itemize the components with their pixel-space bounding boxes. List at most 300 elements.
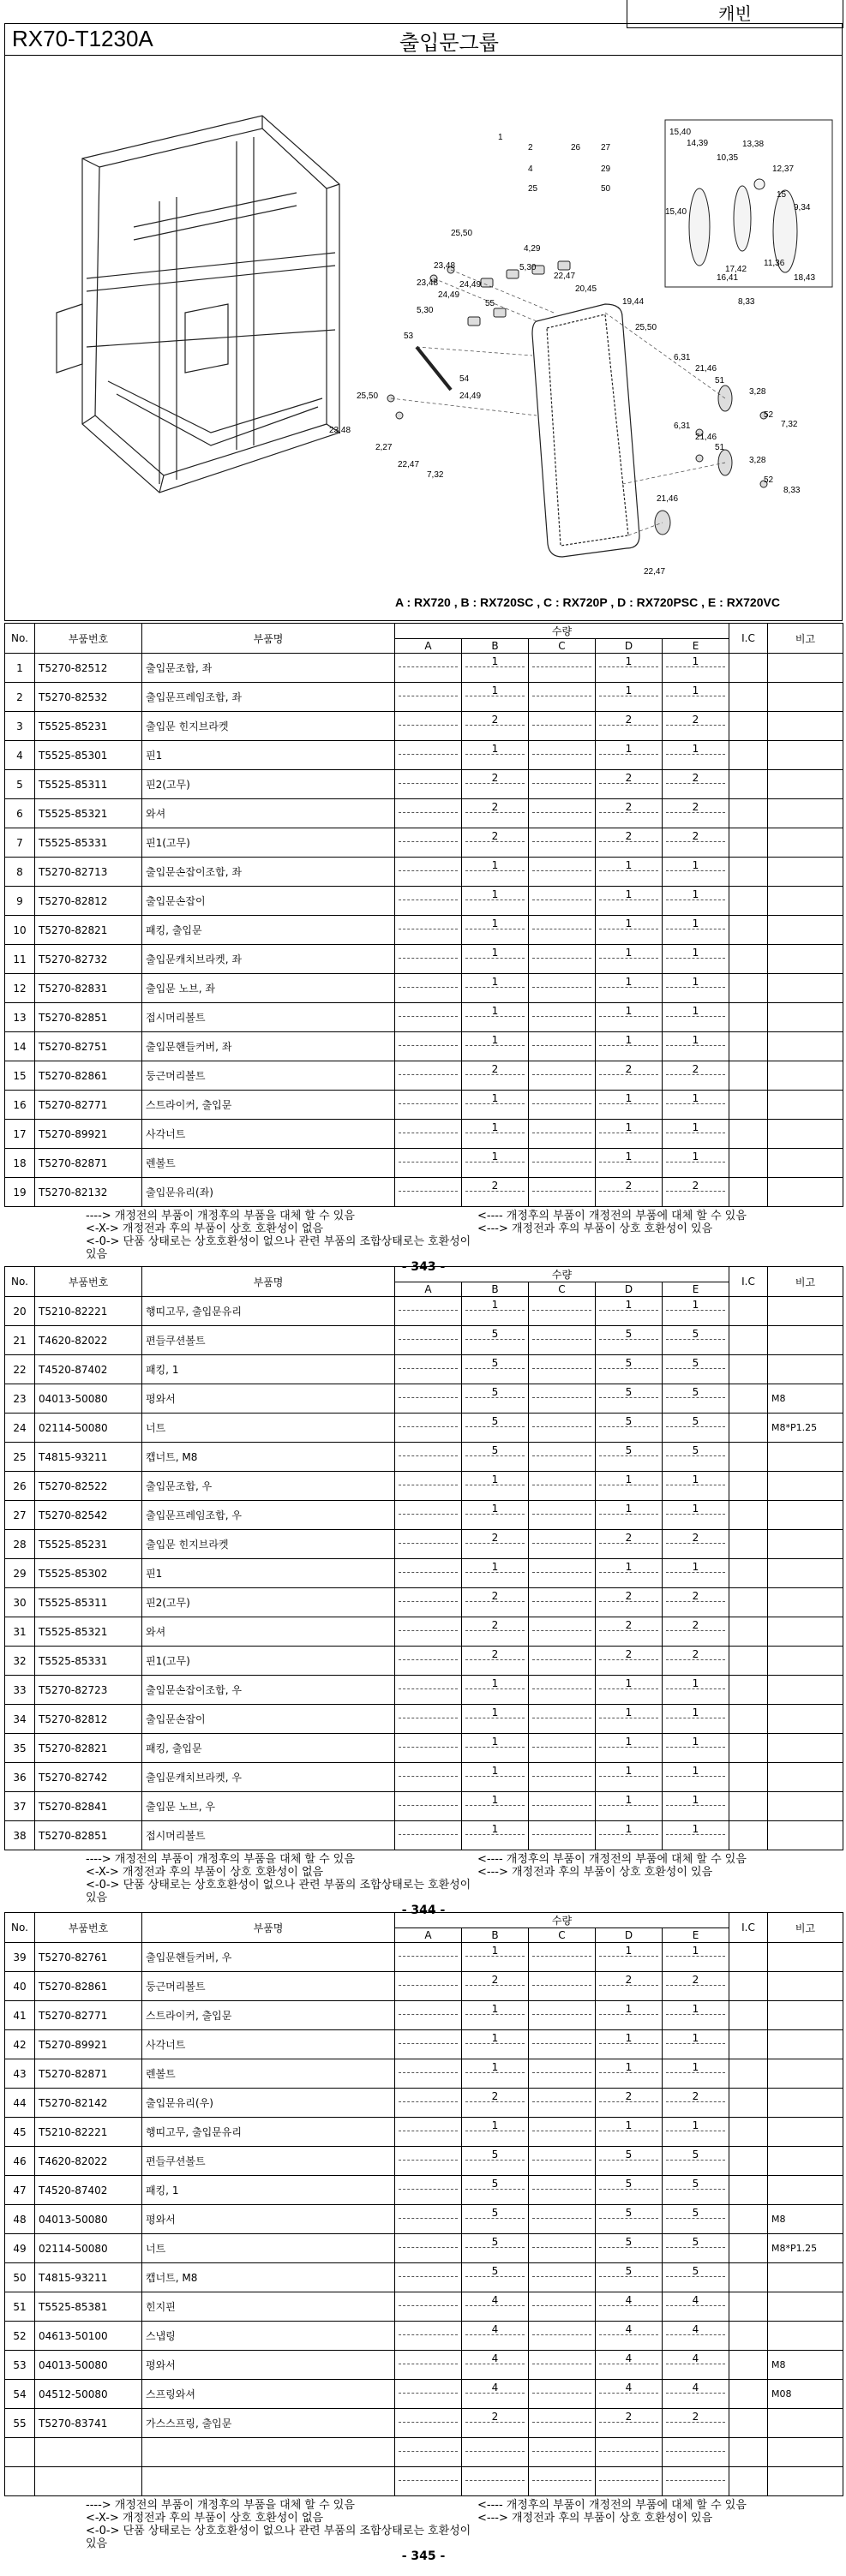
qty-b: 1 (462, 858, 529, 887)
table-row (5, 1821, 843, 1850)
qty-d: 1 (596, 1821, 663, 1850)
qty-d: 2 (596, 1617, 663, 1647)
part-name: 접시머리볼트 (142, 1821, 395, 1850)
remark (768, 1705, 843, 1734)
part-callout-label: 25,50 (357, 391, 379, 401)
qty-d (596, 2438, 663, 2467)
part-number: T4520-87402 (35, 2176, 142, 2205)
qty-e: 2 (663, 1178, 729, 1207)
part-number: T5525-85311 (35, 1588, 142, 1617)
qty-b: 5 (462, 1443, 529, 1472)
qty-d: 4 (596, 2322, 663, 2351)
qty-c (529, 2438, 596, 2467)
qty-c (529, 1472, 596, 1501)
part-callout-label: 15 (777, 190, 787, 200)
qty-d: 1 (596, 2001, 663, 2030)
group-title: 출입문그룹 (399, 31, 499, 55)
qty-d: 1 (596, 2030, 663, 2059)
part-name: 캡너트, M8 (142, 2263, 395, 2292)
col-header-model: C (529, 639, 596, 654)
remark (768, 1821, 843, 1850)
qty-c (529, 1003, 596, 1032)
remark: M8 (768, 1384, 843, 1414)
qty-c (529, 828, 596, 858)
part-number: T5270-82532 (35, 683, 142, 712)
legend-line: <---> 개정전과 후의 부품이 상호 호환성이 있음 (477, 2512, 713, 2525)
part-name: 출입문캐치브라켓, 우 (142, 1763, 395, 1792)
part-number (35, 2467, 142, 2496)
qty-d: 2 (596, 770, 663, 799)
qty-b: 2 (462, 1061, 529, 1091)
remark (768, 2322, 843, 2351)
row-no (5, 2438, 35, 2467)
table-row (5, 2118, 843, 2147)
part-number: T5270-82812 (35, 1705, 142, 1734)
row-no: 3 (5, 712, 35, 741)
qty-a (395, 2234, 462, 2263)
table-row (5, 916, 843, 945)
part-callout-label: 4 (528, 164, 533, 174)
remark (768, 1003, 843, 1032)
qty-b: 1 (462, 1501, 529, 1530)
qty-b: 1 (462, 1003, 529, 1032)
legend-line: ----> 개정전의 부품이 개정후의 부품을 대체 할 수 있음 (86, 1210, 355, 1222)
col-header-no: No. (5, 1267, 35, 1297)
qty-b: 1 (462, 1120, 529, 1149)
part-number: T5270-82761 (35, 1943, 142, 1972)
revision-legend (4, 2496, 843, 2549)
ic-cell (729, 1972, 768, 2001)
ic-cell (729, 858, 768, 887)
row-no: 16 (5, 1091, 35, 1120)
qty-b: 2 (462, 1588, 529, 1617)
qty-a (395, 1734, 462, 1763)
row-no: 39 (5, 1943, 35, 1972)
col-header-ic: I.C (729, 624, 768, 654)
qty-c (529, 1676, 596, 1705)
qty-c (529, 1178, 596, 1207)
qty-a (395, 2380, 462, 2409)
model-legend: A : RX720 , B : RX720SC , C : RX720P , D : RX720PSC , E : RX720VC (395, 595, 780, 609)
category-label: 캐빈 (627, 0, 843, 28)
table-row (5, 1326, 843, 1355)
qty-a (395, 1443, 462, 1472)
ic-cell (729, 1501, 768, 1530)
qty-a (395, 712, 462, 741)
row-no: 6 (5, 799, 35, 828)
qty-d: 5 (596, 2263, 663, 2292)
part-callout-label: 21,46 (695, 433, 717, 442)
ic-cell (729, 741, 768, 770)
part-name: 렌볼트 (142, 1149, 395, 1178)
qty-b: 1 (462, 2059, 529, 2089)
part-name: 출입문 힌지브라켓 (142, 712, 395, 741)
remark (768, 1061, 843, 1091)
table-row (5, 828, 843, 858)
part-name: 출입문유리(우) (142, 2089, 395, 2118)
qty-b: 2 (462, 828, 529, 858)
part-callout-label: 8,33 (783, 486, 801, 495)
qty-b: 2 (462, 1530, 529, 1559)
part-callout-label: 54 (459, 374, 470, 384)
qty-a (395, 2409, 462, 2438)
qty-c (529, 770, 596, 799)
table-row (5, 1149, 843, 1178)
part-callout-label: 22,47 (644, 567, 666, 577)
qty-b: 1 (462, 1792, 529, 1821)
qty-b: 1 (462, 1943, 529, 1972)
remark (768, 828, 843, 858)
ic-cell (729, 1297, 768, 1326)
qty-d: 1 (596, 741, 663, 770)
col-header-part-no: 부품번호 (35, 1913, 142, 1943)
col-header-model: E (663, 639, 729, 654)
col-header-ic: I.C (729, 1267, 768, 1297)
col-header-remark: 비고 (768, 1267, 843, 1297)
part-name: 출입문 힌지브라켓 (142, 1530, 395, 1559)
table-row (5, 1414, 843, 1443)
part-number: T5270-82732 (35, 945, 142, 974)
qty-a (395, 1091, 462, 1120)
qty-d: 1 (596, 2059, 663, 2089)
col-header-no: No. (5, 1913, 35, 1943)
legend-line: <---> 개정전과 후의 부품이 상호 호환성이 있음 (477, 1222, 713, 1235)
qty-c (529, 2147, 596, 2176)
qty-d: 1 (596, 1763, 663, 1792)
row-no: 28 (5, 1530, 35, 1559)
part-number: T5270-89921 (35, 2030, 142, 2059)
legend-line: ----> 개정전의 부품이 개정후의 부품을 대체 할 수 있음 (86, 1853, 355, 1866)
remark (768, 2147, 843, 2176)
qty-a (395, 1647, 462, 1676)
qty-d: 2 (596, 2409, 663, 2438)
ic-cell (729, 2438, 768, 2467)
table-row (5, 1472, 843, 1501)
qty-d: 2 (596, 1972, 663, 2001)
part-name: 평와서 (142, 1384, 395, 1414)
part-number: T5270-83741 (35, 2409, 142, 2438)
qty-c (529, 1032, 596, 1061)
qty-d: 1 (596, 683, 663, 712)
row-no: 17 (5, 1120, 35, 1149)
qty-b: 1 (462, 945, 529, 974)
row-no: 29 (5, 1559, 35, 1588)
qty-b: 5 (462, 1384, 529, 1414)
table-row (5, 683, 843, 712)
part-name: 힌지핀 (142, 2292, 395, 2322)
part-callout-label: 11,36 (764, 259, 785, 268)
qty-e: 5 (663, 1384, 729, 1414)
part-callout-label: 3,28 (749, 456, 766, 465)
part-number: T4520-87402 (35, 1355, 142, 1384)
qty-b: 1 (462, 974, 529, 1003)
qty-b: 2 (462, 2409, 529, 2438)
row-no: 12 (5, 974, 35, 1003)
row-no: 21 (5, 1326, 35, 1355)
qty-e: 2 (663, 1972, 729, 2001)
qty-e: 1 (663, 1003, 729, 1032)
part-number: T5270-82132 (35, 1178, 142, 1207)
table-row (5, 1676, 843, 1705)
ic-cell (729, 2409, 768, 2438)
row-no: 30 (5, 1588, 35, 1617)
legend-line: <---- 개정후의 부품이 개정전의 부품에 대체 할 수 있음 (477, 2499, 747, 2512)
col-header-model: A (395, 639, 462, 654)
qty-e: 5 (663, 2234, 729, 2263)
part-callout-label: 19,44 (622, 297, 645, 307)
table-row (5, 1972, 843, 2001)
table-row (5, 1032, 843, 1061)
part-number: 04013-50080 (35, 2205, 142, 2234)
qty-c (529, 2118, 596, 2147)
ic-cell (729, 1530, 768, 1559)
part-number: T5525-85302 (35, 1559, 142, 1588)
table-row (5, 2001, 843, 2030)
part-callout-label: 21,46 (695, 364, 717, 374)
qty-d: 4 (596, 2292, 663, 2322)
part-callout-label: 53 (404, 332, 414, 341)
legend-line: <-X-> 개정전과 후의 부품이 상호 호환성이 없음 (86, 1222, 324, 1235)
qty-c (529, 1501, 596, 1530)
part-callout-label: 15,40 (669, 128, 692, 137)
exploded-diagram (4, 56, 843, 621)
part-name: 출입문핸들커버, 우 (142, 1943, 395, 1972)
qty-a (395, 1297, 462, 1326)
qty-d: 1 (596, 1734, 663, 1763)
row-no: 36 (5, 1763, 35, 1792)
part-name: 핀1(고무) (142, 1647, 395, 1676)
ic-cell (729, 2030, 768, 2059)
part-name: 행띠고무, 출입문유리 (142, 2118, 395, 2147)
qty-e: 4 (663, 2292, 729, 2322)
table-row (5, 1120, 843, 1149)
qty-e: 1 (663, 974, 729, 1003)
part-callout-label: 15,40 (665, 207, 687, 217)
row-no: 27 (5, 1501, 35, 1530)
qty-c (529, 1972, 596, 2001)
qty-d: 2 (596, 1647, 663, 1676)
part-callout-label: 50 (601, 184, 611, 194)
part-name: 출입문유리(좌) (142, 1178, 395, 1207)
ic-cell (729, 712, 768, 741)
qty-d: 4 (596, 2351, 663, 2380)
part-name: 패킹, 출입문 (142, 1734, 395, 1763)
part-name: 스트라이커, 출입문 (142, 2001, 395, 2030)
qty-e: 1 (663, 1676, 729, 1705)
page-number: - 344 - (401, 1904, 446, 1917)
qty-e: 2 (663, 828, 729, 858)
part-name: 출입문손잡이조합, 좌 (142, 858, 395, 887)
part-name: 편들쿠션볼트 (142, 2147, 395, 2176)
table-row (5, 1178, 843, 1207)
row-no: 4 (5, 741, 35, 770)
qty-c (529, 2467, 596, 2496)
part-name: 와셔 (142, 1617, 395, 1647)
table-row (5, 2205, 843, 2234)
qty-a (395, 2292, 462, 2322)
part-name: 가스스프링, 출입문 (142, 2409, 395, 2438)
part-callout-label: 24,49 (459, 280, 482, 290)
row-no: 44 (5, 2089, 35, 2118)
col-header-model: E (663, 1928, 729, 1943)
table-row (5, 2409, 843, 2438)
qty-a (395, 1032, 462, 1061)
table-row (5, 1588, 843, 1617)
remark (768, 1326, 843, 1355)
qty-d: 2 (596, 2089, 663, 2118)
row-no: 5 (5, 770, 35, 799)
qty-d: 5 (596, 2205, 663, 2234)
table-row (5, 974, 843, 1003)
qty-a (395, 2263, 462, 2292)
qty-e: 2 (663, 770, 729, 799)
col-header-model: D (596, 1928, 663, 1943)
ic-cell (729, 1472, 768, 1501)
qty-b: 1 (462, 1149, 529, 1178)
row-no: 9 (5, 887, 35, 916)
part-number: 02114-50080 (35, 1414, 142, 1443)
qty-d: 4 (596, 2380, 663, 2409)
qty-b: 1 (462, 2001, 529, 2030)
part-number: T5270-82742 (35, 1763, 142, 1792)
part-callout-label: 22,47 (554, 272, 576, 281)
remark (768, 1032, 843, 1061)
ic-cell (729, 945, 768, 974)
remark (768, 1617, 843, 1647)
part-number: T5270-82831 (35, 974, 142, 1003)
qty-c (529, 654, 596, 683)
qty-c (529, 974, 596, 1003)
part-name: 편들쿠션볼트 (142, 1326, 395, 1355)
part-number: T5270-82861 (35, 1061, 142, 1091)
qty-c (529, 712, 596, 741)
part-callout-label: 9,34 (794, 203, 811, 212)
part-callout-label: 23,48 (417, 278, 439, 288)
qty-a (395, 1972, 462, 2001)
table-row (5, 887, 843, 916)
qty-e: 2 (663, 1530, 729, 1559)
table-row (5, 2322, 843, 2351)
qty-d: 1 (596, 916, 663, 945)
qty-b: 2 (462, 712, 529, 741)
remark (768, 1530, 843, 1559)
col-header-qty: 수량 (395, 1913, 729, 1928)
ic-cell (729, 1120, 768, 1149)
legend-line: <-0-> 단품 상태로는 상호호환성이 없으나 관련 부품의 조합상태로는 호환성이 있음 (86, 1879, 471, 1904)
remark (768, 2438, 843, 2467)
qty-e: 5 (663, 1414, 729, 1443)
part-callout-label: 6,31 (674, 353, 691, 362)
part-name: 렌볼트 (142, 2059, 395, 2089)
part-number: T5270-82821 (35, 1734, 142, 1763)
row-no: 31 (5, 1617, 35, 1647)
remark (768, 712, 843, 741)
qty-a (395, 2059, 462, 2089)
part-callout-label: 5,30 (417, 306, 434, 315)
row-no: 15 (5, 1061, 35, 1091)
remark (768, 1501, 843, 1530)
part-name: 평와서 (142, 2205, 395, 2234)
qty-b: 5 (462, 2176, 529, 2205)
qty-a (395, 887, 462, 916)
qty-a (395, 2147, 462, 2176)
qty-d: 5 (596, 1384, 663, 1414)
part-number: T5270-82542 (35, 1501, 142, 1530)
qty-b (462, 2467, 529, 2496)
qty-c (529, 1120, 596, 1149)
row-no: 55 (5, 2409, 35, 2438)
part-callout-label: 2 (528, 143, 533, 152)
page-number: - 343 - (401, 1260, 446, 1274)
part-number: T5270-82821 (35, 916, 142, 945)
row-no: 46 (5, 2147, 35, 2176)
ic-cell (729, 770, 768, 799)
remark (768, 2089, 843, 2118)
qty-a (395, 654, 462, 683)
ic-cell (729, 2263, 768, 2292)
part-callout-label: 17,42 (725, 265, 747, 274)
ic-cell (729, 2176, 768, 2205)
part-name: 출입문손잡이 (142, 1705, 395, 1734)
qty-e: 1 (663, 1501, 729, 1530)
remark (768, 1647, 843, 1676)
row-no: 52 (5, 2322, 35, 2351)
ic-cell (729, 1705, 768, 1734)
qty-b: 2 (462, 770, 529, 799)
remark (768, 1676, 843, 1705)
ic-cell (729, 887, 768, 916)
qty-a (395, 974, 462, 1003)
qty-d: 2 (596, 1061, 663, 1091)
ic-cell (729, 2467, 768, 2496)
qty-a (395, 2322, 462, 2351)
part-name: 너트 (142, 2234, 395, 2263)
qty-d: 5 (596, 1355, 663, 1384)
qty-b: 2 (462, 1647, 529, 1676)
qty-e: 2 (663, 1647, 729, 1676)
part-callout-label: 52 (764, 410, 774, 420)
qty-c (529, 2234, 596, 2263)
table-row (5, 1734, 843, 1763)
qty-e: 5 (663, 2205, 729, 2234)
col-header-ic: I.C (729, 1913, 768, 1943)
qty-d: 5 (596, 2176, 663, 2205)
qty-c (529, 1705, 596, 1734)
row-no: 49 (5, 2234, 35, 2263)
qty-c (529, 1414, 596, 1443)
qty-b: 5 (462, 1414, 529, 1443)
qty-b: 1 (462, 1676, 529, 1705)
qty-e: 1 (663, 1297, 729, 1326)
ic-cell (729, 1734, 768, 1763)
col-header-model: B (462, 639, 529, 654)
qty-c (529, 2351, 596, 2380)
qty-a (395, 1414, 462, 1443)
part-callout-label: 51 (715, 376, 725, 386)
remark (768, 916, 843, 945)
row-no: 11 (5, 945, 35, 974)
qty-a (395, 1326, 462, 1355)
row-no: 20 (5, 1297, 35, 1326)
ic-cell (729, 2089, 768, 2118)
remark (768, 858, 843, 887)
table-row (5, 858, 843, 887)
part-number: T5270-82841 (35, 1792, 142, 1821)
qty-b: 1 (462, 1705, 529, 1734)
qty-d: 1 (596, 1676, 663, 1705)
row-no: 10 (5, 916, 35, 945)
qty-b: 4 (462, 2322, 529, 2351)
